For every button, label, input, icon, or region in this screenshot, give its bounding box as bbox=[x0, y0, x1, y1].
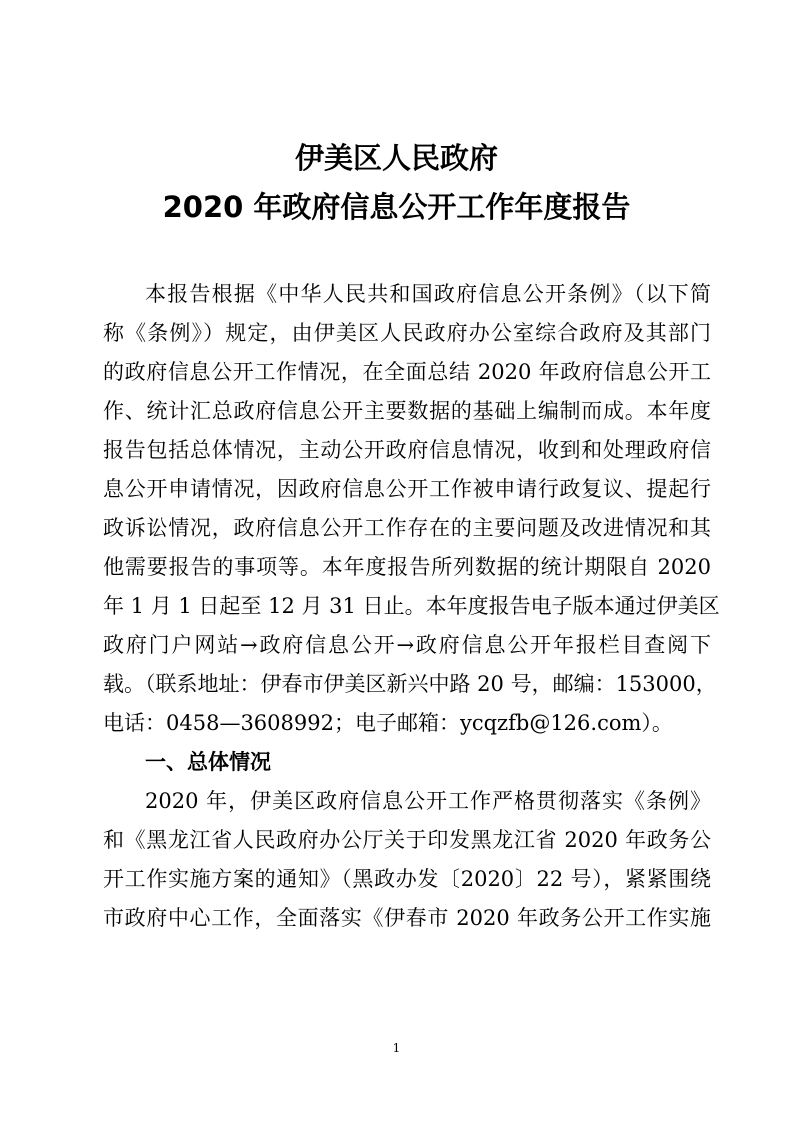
intro-line: 报告包括总体情况，主动公开政府信息情况，收到和处理政府信 bbox=[103, 438, 711, 462]
intro-line: 作、统计汇总政府信息公开主要数据的基础上编制而成。本年度 bbox=[103, 399, 711, 423]
intro-line: 的政府信息公开工作情况，在全面总结 2020 年政府信息公开工 bbox=[103, 360, 711, 384]
section-line: 和《黑龙江省人民政府办公厅关于印发黑龙江省 2020 年政务公 bbox=[103, 828, 711, 852]
section-line: 市政府中心工作，全面落实《伊春市 2020 年政务公开工作实施 bbox=[103, 906, 711, 930]
intro-line: 他需要报告的事项等。本年度报告所列数据的统计期限自 2020 bbox=[103, 555, 711, 579]
section-line: 开工作实施方案的通知》（黑政办发〔2020〕22 号），紧紧围绕 bbox=[103, 867, 711, 891]
intro-line: 息公开申请情况，因政府信息公开工作被申请行政复议、提起行 bbox=[103, 477, 711, 501]
intro-line: 政府门户网站→政府信息公开→政府信息公开年报栏目查阅下 bbox=[103, 633, 711, 657]
intro-line: 载。（联系地址：伊春市伊美区新兴中路 20 号，邮编：153000， bbox=[103, 672, 717, 696]
document-title: 伊美区人民政府 bbox=[294, 141, 498, 175]
intro-line: 称《条例》）规定，由伊美区人民政府办公室综合政府及其部门 bbox=[103, 321, 711, 345]
section-line: 2020 年，伊美区政府信息公开工作严格贯彻落实《条例》 bbox=[145, 789, 711, 813]
intro-line: 本报告根据《中华人民共和国政府信息公开条例》（以下简 bbox=[145, 282, 711, 306]
document-subtitle: 2020 年政府信息公开工作年度报告 bbox=[162, 190, 631, 224]
intro-line: 电话：0458—3608992；电子邮箱：ycqzfb@126.com）。 bbox=[103, 711, 673, 735]
intro-line: 政诉讼情况，政府信息公开工作存在的主要问题及改进情况和其 bbox=[103, 516, 711, 540]
section-heading: 一、总体情况 bbox=[145, 750, 271, 774]
page-number: 1 bbox=[392, 1041, 401, 1055]
intro-line: 年 1 月 1 日起至 12 月 31 日止。本年度报告电子版本通过伊美区 bbox=[103, 594, 720, 618]
